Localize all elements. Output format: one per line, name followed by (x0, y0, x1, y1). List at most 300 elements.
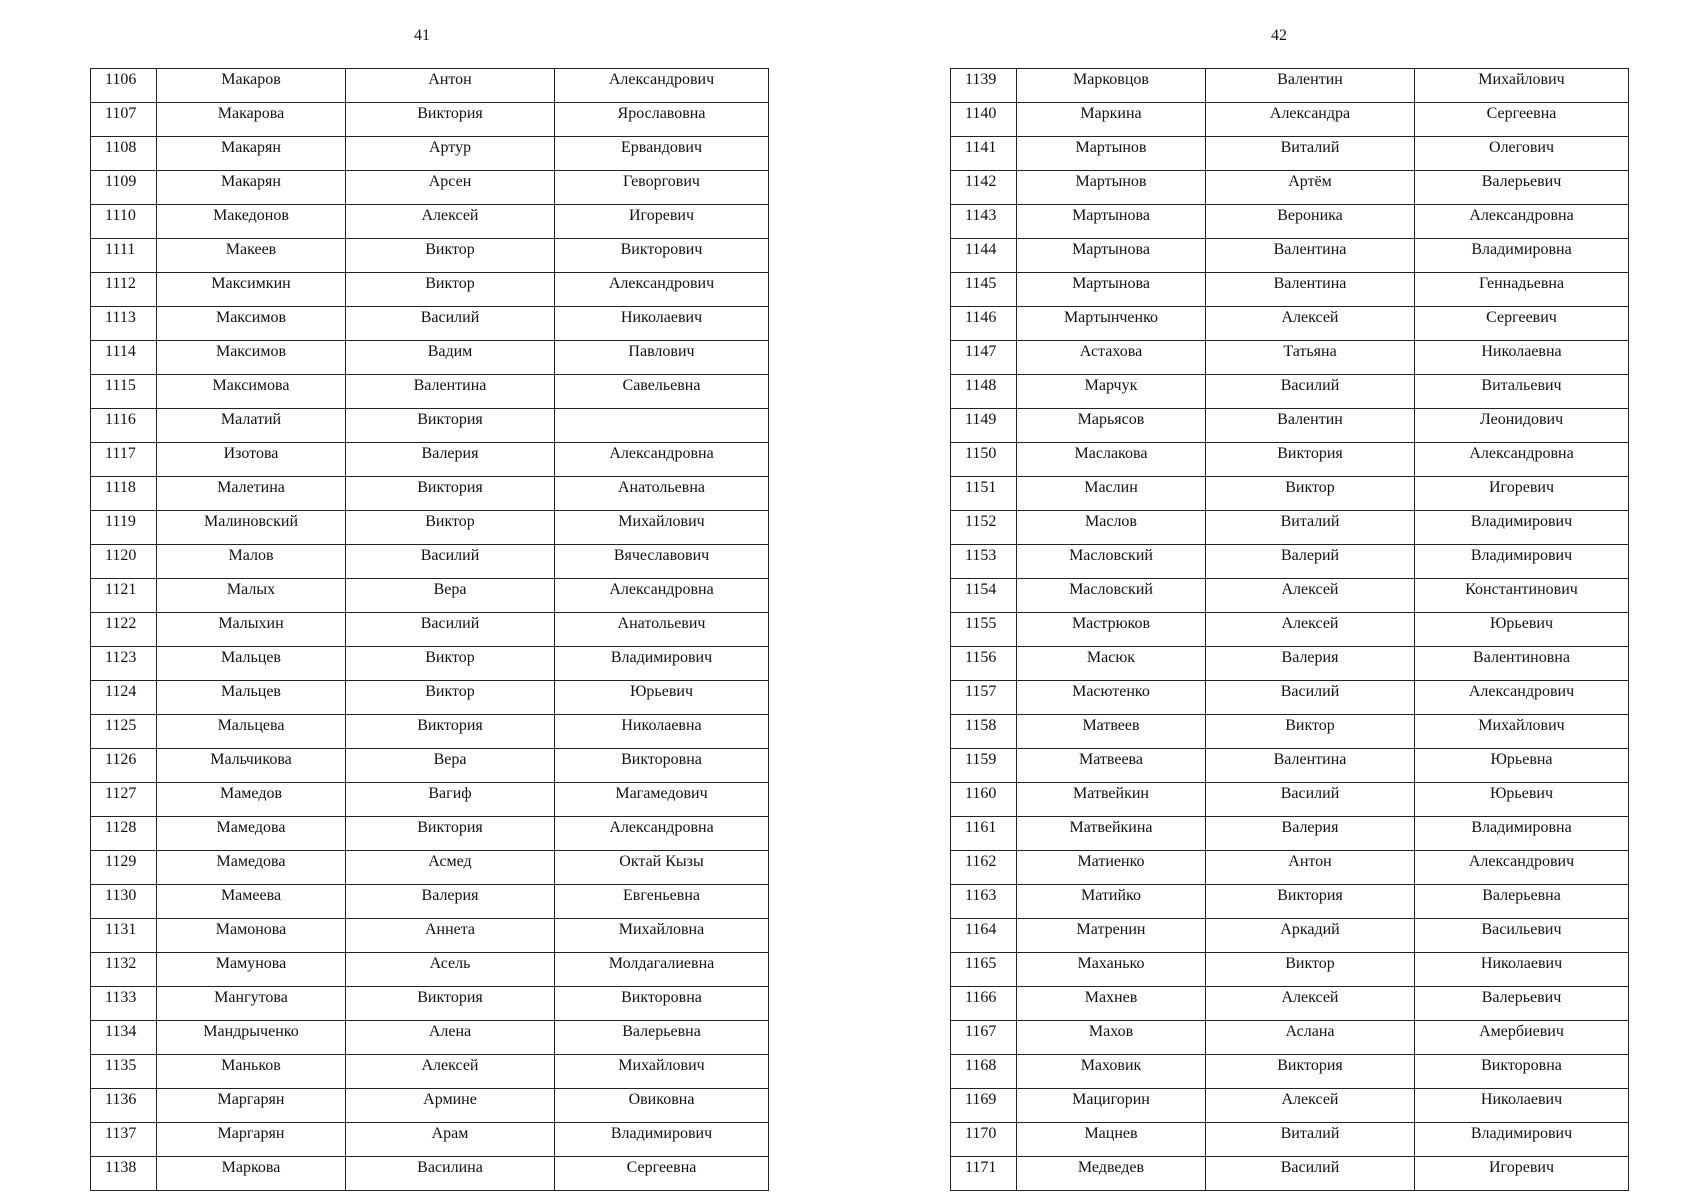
table-row (91, 749, 769, 783)
row-number-cell: 1153 (951, 545, 1017, 579)
row-number-cell: 1138 (91, 1157, 157, 1191)
patronymic-cell: Геворгович (555, 171, 769, 205)
table-row (91, 205, 769, 239)
table-row (91, 511, 769, 545)
row-number-cell: 1154 (951, 579, 1017, 613)
patronymic-cell: Михайлович (555, 511, 769, 545)
row-number-cell: 1136 (91, 1089, 157, 1123)
patronymic-cell: Михайлович (555, 1055, 769, 1089)
first-name-cell: Антон (346, 69, 555, 103)
first-name-cell: Алексей (1206, 307, 1415, 341)
patronymic-cell: Викторовна (1415, 1055, 1629, 1089)
last-name-cell: Махнев (1017, 987, 1206, 1021)
row-number-cell: 1169 (951, 1089, 1017, 1123)
row-number-cell: 1158 (951, 715, 1017, 749)
row-number-cell: 1124 (91, 681, 157, 715)
row-number-cell: 1168 (951, 1055, 1017, 1089)
first-name-cell: Виталий (1206, 137, 1415, 171)
row-number-cell: 1159 (951, 749, 1017, 783)
first-name-cell: Валерия (1206, 647, 1415, 681)
patronymic-cell: Магамедович (555, 783, 769, 817)
row-number-cell: 1163 (951, 885, 1017, 919)
page-number-left: 41 (414, 27, 430, 44)
patronymic-cell: Игоревич (1415, 1157, 1629, 1191)
patronymic-cell: Геннадьевна (1415, 273, 1629, 307)
row-number-cell: 1116 (91, 409, 157, 443)
patronymic-cell: Юрьевна (1415, 749, 1629, 783)
row-number-cell: 1107 (91, 103, 157, 137)
row-number-cell: 1108 (91, 137, 157, 171)
row-number-cell: 1111 (91, 239, 157, 273)
row-number-cell: 1147 (951, 341, 1017, 375)
patronymic-cell: Валентиновна (1415, 647, 1629, 681)
table-row (91, 681, 769, 715)
table-row (951, 715, 1629, 749)
row-number-cell: 1114 (91, 341, 157, 375)
patronymic-cell: Александровна (555, 443, 769, 477)
row-number-cell: 1133 (91, 987, 157, 1021)
first-name-cell: Виктория (1206, 885, 1415, 919)
last-name-cell: Мальцев (157, 647, 346, 681)
first-name-cell: Аннета (346, 919, 555, 953)
table-row (91, 443, 769, 477)
first-name-cell: Василина (346, 1157, 555, 1191)
first-name-cell: Виталий (1206, 511, 1415, 545)
row-number-cell: 1122 (91, 613, 157, 647)
last-name-cell: Маслов (1017, 511, 1206, 545)
patronymic-cell: Николаевна (555, 715, 769, 749)
first-name-cell: Алексей (1206, 579, 1415, 613)
table-row (951, 851, 1629, 885)
first-name-cell: Артём (1206, 171, 1415, 205)
row-number-cell: 1123 (91, 647, 157, 681)
patronymic-cell: Александровна (1415, 443, 1629, 477)
row-number-cell: 1165 (951, 953, 1017, 987)
table-row (951, 443, 1629, 477)
patronymic-cell: Игоревич (555, 205, 769, 239)
last-name-cell: Изотова (157, 443, 346, 477)
patronymic-cell: Молдагалиевна (555, 953, 769, 987)
last-name-cell: Мамедова (157, 851, 346, 885)
last-name-cell: Македонов (157, 205, 346, 239)
first-name-cell: Армине (346, 1089, 555, 1123)
row-number-cell: 1120 (91, 545, 157, 579)
table-row (91, 1055, 769, 1089)
table-row (951, 919, 1629, 953)
last-name-cell: Матренин (1017, 919, 1206, 953)
patronymic-cell: Вячеславович (555, 545, 769, 579)
table-row (91, 171, 769, 205)
first-name-cell: Валентина (346, 375, 555, 409)
patronymic-cell: Амербиевич (1415, 1021, 1629, 1055)
table-row (91, 103, 769, 137)
first-name-cell: Василий (1206, 681, 1415, 715)
first-name-cell: Виктор (346, 681, 555, 715)
last-name-cell: Матвеева (1017, 749, 1206, 783)
first-name-cell: Вадим (346, 341, 555, 375)
first-name-cell: Василий (1206, 783, 1415, 817)
patronymic-cell: Витальевич (1415, 375, 1629, 409)
row-number-cell: 1119 (91, 511, 157, 545)
patronymic-cell: Николаевич (1415, 953, 1629, 987)
patronymic-cell (555, 409, 769, 443)
row-number-cell: 1131 (91, 919, 157, 953)
table-row (951, 579, 1629, 613)
patronymic-cell: Владимирович (1415, 545, 1629, 579)
last-name-cell: Медведев (1017, 1157, 1206, 1191)
table-row (91, 341, 769, 375)
row-number-cell: 1166 (951, 987, 1017, 1021)
patronymic-cell: Викторовна (555, 749, 769, 783)
table-row (91, 817, 769, 851)
last-name-cell: Мангутова (157, 987, 346, 1021)
table-row (951, 613, 1629, 647)
last-name-cell: Малыхин (157, 613, 346, 647)
last-name-cell: Маркова (157, 1157, 346, 1191)
row-number-cell: 1145 (951, 273, 1017, 307)
last-name-cell: Мартынова (1017, 205, 1206, 239)
row-number-cell: 1106 (91, 69, 157, 103)
patronymic-cell: Владимировна (1415, 817, 1629, 851)
patronymic-cell: Александрович (1415, 681, 1629, 715)
row-number-cell: 1170 (951, 1123, 1017, 1157)
table-row (951, 885, 1629, 919)
row-number-cell: 1127 (91, 783, 157, 817)
patronymic-cell: Николаевич (555, 307, 769, 341)
last-name-cell: Махов (1017, 1021, 1206, 1055)
table-row (91, 1123, 769, 1157)
first-name-cell: Вера (346, 749, 555, 783)
last-name-cell: Марчук (1017, 375, 1206, 409)
first-name-cell: Алексей (1206, 1089, 1415, 1123)
table-row (91, 783, 769, 817)
table-row (951, 1157, 1629, 1191)
patronymic-cell: Овиковна (555, 1089, 769, 1123)
register-table-right (950, 68, 1629, 1191)
patronymic-cell: Владимирович (555, 647, 769, 681)
last-name-cell: Матвейкина (1017, 817, 1206, 851)
patronymic-cell: Александровна (1415, 205, 1629, 239)
row-number-cell: 1141 (951, 137, 1017, 171)
row-number-cell: 1118 (91, 477, 157, 511)
row-number-cell: 1150 (951, 443, 1017, 477)
table-row (91, 1021, 769, 1055)
patronymic-cell: Константинович (1415, 579, 1629, 613)
last-name-cell: Мартынченко (1017, 307, 1206, 341)
last-name-cell: Малатий (157, 409, 346, 443)
table-row (951, 409, 1629, 443)
table-row (91, 477, 769, 511)
patronymic-cell: Юрьевич (1415, 783, 1629, 817)
first-name-cell: Аркадий (1206, 919, 1415, 953)
table-row (91, 579, 769, 613)
first-name-cell: Вагиф (346, 783, 555, 817)
patronymic-cell: Леонидович (1415, 409, 1629, 443)
last-name-cell: Маньков (157, 1055, 346, 1089)
table-row (91, 987, 769, 1021)
row-number-cell: 1134 (91, 1021, 157, 1055)
first-name-cell: Виктория (1206, 443, 1415, 477)
patronymic-cell: Васильевич (1415, 919, 1629, 953)
row-number-cell: 1144 (951, 239, 1017, 273)
first-name-cell: Василий (1206, 1157, 1415, 1191)
first-name-cell: Арам (346, 1123, 555, 1157)
first-name-cell: Валерия (1206, 817, 1415, 851)
first-name-cell: Алексей (346, 1055, 555, 1089)
patronymic-cell: Павлович (555, 341, 769, 375)
patronymic-cell: Сергеевич (1415, 307, 1629, 341)
table-row (951, 69, 1629, 103)
patronymic-cell: Михайловна (555, 919, 769, 953)
patronymic-cell: Сергеевна (555, 1157, 769, 1191)
row-number-cell: 1110 (91, 205, 157, 239)
first-name-cell: Антон (1206, 851, 1415, 885)
first-name-cell: Виктор (1206, 953, 1415, 987)
table-row (951, 1123, 1629, 1157)
first-name-cell: Виктория (346, 817, 555, 851)
table-row (951, 273, 1629, 307)
last-name-cell: Макеев (157, 239, 346, 273)
last-name-cell: Мандрыченко (157, 1021, 346, 1055)
row-number-cell: 1156 (951, 647, 1017, 681)
first-name-cell: Асель (346, 953, 555, 987)
table-row (951, 341, 1629, 375)
row-number-cell: 1117 (91, 443, 157, 477)
table-row (951, 375, 1629, 409)
last-name-cell: Максимов (157, 307, 346, 341)
last-name-cell: Матийко (1017, 885, 1206, 919)
patronymic-cell: Сергеевна (1415, 103, 1629, 137)
last-name-cell: Макарян (157, 171, 346, 205)
row-number-cell: 1143 (951, 205, 1017, 239)
table-row (951, 137, 1629, 171)
row-number-cell: 1155 (951, 613, 1017, 647)
register-table-left (90, 68, 769, 1191)
first-name-cell: Валентин (1206, 69, 1415, 103)
first-name-cell: Виктор (346, 273, 555, 307)
table-row (91, 375, 769, 409)
row-number-cell: 1128 (91, 817, 157, 851)
table-row (91, 239, 769, 273)
table-row (91, 715, 769, 749)
last-name-cell: Масловский (1017, 545, 1206, 579)
row-number-cell: 1115 (91, 375, 157, 409)
first-name-cell: Алена (346, 1021, 555, 1055)
row-number-cell: 1140 (951, 103, 1017, 137)
first-name-cell: Алексей (1206, 613, 1415, 647)
last-name-cell: Мацигорин (1017, 1089, 1206, 1123)
table-row (91, 1157, 769, 1191)
patronymic-cell: Савельевна (555, 375, 769, 409)
last-name-cell: Мартынов (1017, 171, 1206, 205)
first-name-cell: Александра (1206, 103, 1415, 137)
table-row (91, 545, 769, 579)
row-number-cell: 1146 (951, 307, 1017, 341)
last-name-cell: Матвейкин (1017, 783, 1206, 817)
patronymic-cell: Евгеньевна (555, 885, 769, 919)
last-name-cell: Мамунова (157, 953, 346, 987)
last-name-cell: Мацнев (1017, 1123, 1206, 1157)
first-name-cell: Василий (346, 613, 555, 647)
first-name-cell: Артур (346, 137, 555, 171)
table-row (951, 953, 1629, 987)
patronymic-cell: Анатольевич (555, 613, 769, 647)
row-number-cell: 1160 (951, 783, 1017, 817)
table-row (951, 987, 1629, 1021)
row-number-cell: 1164 (951, 919, 1017, 953)
first-name-cell: Виктория (346, 987, 555, 1021)
first-name-cell: Валерий (1206, 545, 1415, 579)
first-name-cell: Виктор (346, 511, 555, 545)
row-number-cell: 1137 (91, 1123, 157, 1157)
patronymic-cell: Николаевна (1415, 341, 1629, 375)
last-name-cell: Маслакова (1017, 443, 1206, 477)
first-name-cell: Валерия (346, 443, 555, 477)
patronymic-cell: Октай Кызы (555, 851, 769, 885)
first-name-cell: Валентин (1206, 409, 1415, 443)
row-number-cell: 1171 (951, 1157, 1017, 1191)
last-name-cell: Малиновский (157, 511, 346, 545)
last-name-cell: Мамедов (157, 783, 346, 817)
first-name-cell: Алексей (1206, 987, 1415, 1021)
table-row (951, 171, 1629, 205)
last-name-cell: Астахова (1017, 341, 1206, 375)
last-name-cell: Маханько (1017, 953, 1206, 987)
first-name-cell: Аслана (1206, 1021, 1415, 1055)
patronymic-cell: Владимировна (1415, 239, 1629, 273)
table-row (951, 511, 1629, 545)
table-row (951, 1055, 1629, 1089)
table-row (91, 885, 769, 919)
table-row (951, 681, 1629, 715)
row-number-cell: 1161 (951, 817, 1017, 851)
patronymic-cell: Анатольевна (555, 477, 769, 511)
table-row (951, 545, 1629, 579)
row-number-cell: 1167 (951, 1021, 1017, 1055)
first-name-cell: Виктория (346, 103, 555, 137)
last-name-cell: Маслин (1017, 477, 1206, 511)
register-table-body (91, 69, 769, 1191)
row-number-cell: 1132 (91, 953, 157, 987)
table-row (951, 239, 1629, 273)
table-row (91, 137, 769, 171)
row-number-cell: 1157 (951, 681, 1017, 715)
last-name-cell: Мальцев (157, 681, 346, 715)
table-row (951, 817, 1629, 851)
last-name-cell: Марковцов (1017, 69, 1206, 103)
table-row (951, 647, 1629, 681)
last-name-cell: Масютенко (1017, 681, 1206, 715)
table-row (951, 749, 1629, 783)
patronymic-cell: Викторовна (555, 987, 769, 1021)
row-number-cell: 1135 (91, 1055, 157, 1089)
patronymic-cell: Валерьевич (1415, 171, 1629, 205)
first-name-cell: Виктория (1206, 1055, 1415, 1089)
first-name-cell: Татьяна (1206, 341, 1415, 375)
table-row (91, 409, 769, 443)
patronymic-cell: Валерьевна (555, 1021, 769, 1055)
row-number-cell: 1139 (951, 69, 1017, 103)
last-name-cell: Мамедова (157, 817, 346, 851)
last-name-cell: Максимов (157, 341, 346, 375)
row-number-cell: 1130 (91, 885, 157, 919)
table-row (91, 953, 769, 987)
last-name-cell: Мальчикова (157, 749, 346, 783)
last-name-cell: Макаров (157, 69, 346, 103)
last-name-cell: Маркина (1017, 103, 1206, 137)
patronymic-cell: Валерьевна (1415, 885, 1629, 919)
first-name-cell: Виктория (346, 715, 555, 749)
patronymic-cell: Александровна (555, 817, 769, 851)
table-row (91, 647, 769, 681)
row-number-cell: 1149 (951, 409, 1017, 443)
last-name-cell: Мамонова (157, 919, 346, 953)
table-row (951, 477, 1629, 511)
first-name-cell: Виталий (1206, 1123, 1415, 1157)
patronymic-cell: Александрович (555, 273, 769, 307)
first-name-cell: Виктория (346, 477, 555, 511)
patronymic-cell: Николаевич (1415, 1089, 1629, 1123)
first-name-cell: Виктор (346, 647, 555, 681)
last-name-cell: Масловский (1017, 579, 1206, 613)
last-name-cell: Макарова (157, 103, 346, 137)
first-name-cell: Валентина (1206, 239, 1415, 273)
table-row (951, 103, 1629, 137)
patronymic-cell: Ярославовна (555, 103, 769, 137)
table-row (91, 273, 769, 307)
first-name-cell: Виктория (346, 409, 555, 443)
table-row (91, 307, 769, 341)
last-name-cell: Малетина (157, 477, 346, 511)
patronymic-cell: Александровна (555, 579, 769, 613)
last-name-cell: Мартынова (1017, 273, 1206, 307)
patronymic-cell: Михайлович (1415, 715, 1629, 749)
table-row (91, 613, 769, 647)
first-name-cell: Василий (1206, 375, 1415, 409)
table-row (951, 205, 1629, 239)
last-name-cell: Максимова (157, 375, 346, 409)
table-row (91, 69, 769, 103)
last-name-cell: Масюк (1017, 647, 1206, 681)
first-name-cell: Арсен (346, 171, 555, 205)
patronymic-cell: Валерьевич (1415, 987, 1629, 1021)
row-number-cell: 1152 (951, 511, 1017, 545)
patronymic-cell: Владимирович (1415, 511, 1629, 545)
last-name-cell: Малов (157, 545, 346, 579)
row-number-cell: 1112 (91, 273, 157, 307)
patronymic-cell: Юрьевич (555, 681, 769, 715)
patronymic-cell: Владимирович (1415, 1123, 1629, 1157)
first-name-cell: Алексей (346, 205, 555, 239)
last-name-cell: Мартынов (1017, 137, 1206, 171)
first-name-cell: Вероника (1206, 205, 1415, 239)
row-number-cell: 1109 (91, 171, 157, 205)
patronymic-cell: Михайлович (1415, 69, 1629, 103)
last-name-cell: Мамеева (157, 885, 346, 919)
first-name-cell: Вера (346, 579, 555, 613)
patronymic-cell: Александрович (1415, 851, 1629, 885)
table-row (91, 851, 769, 885)
patronymic-cell: Ервандович (555, 137, 769, 171)
table-row (91, 919, 769, 953)
last-name-cell: Малых (157, 579, 346, 613)
row-number-cell: 1148 (951, 375, 1017, 409)
last-name-cell: Маховик (1017, 1055, 1206, 1089)
last-name-cell: Маргарян (157, 1089, 346, 1123)
last-name-cell: Марьясов (1017, 409, 1206, 443)
row-number-cell: 1129 (91, 851, 157, 885)
page-number-right: 42 (1271, 27, 1287, 44)
